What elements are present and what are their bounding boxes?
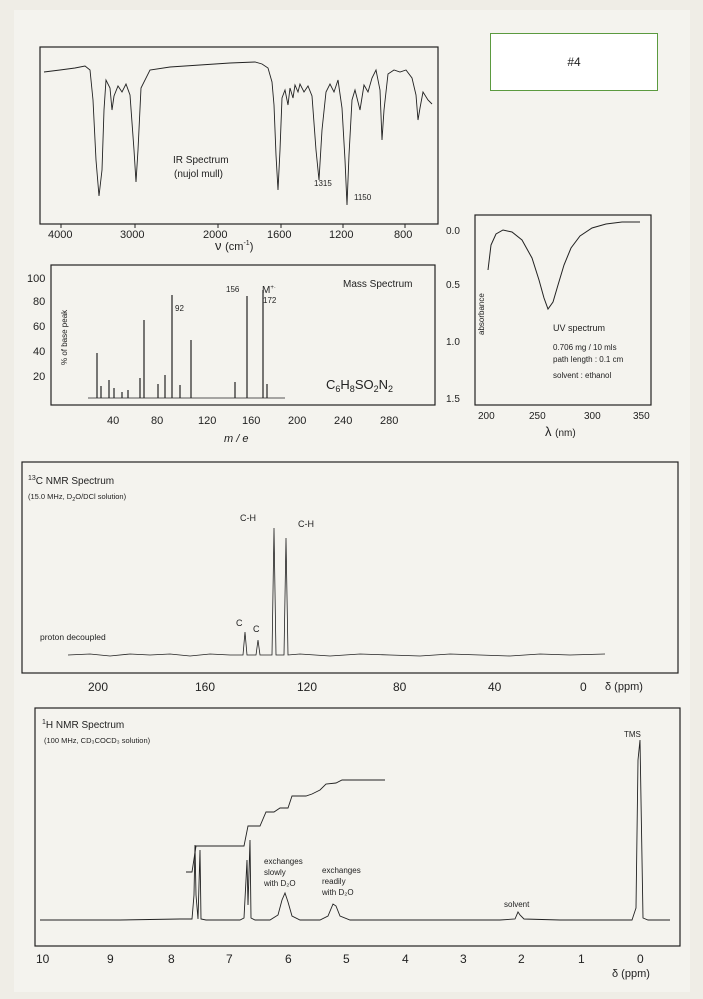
uv-ytick-10: 1.0 xyxy=(446,337,460,348)
h1-exchange-slow-2: slowly xyxy=(264,868,286,877)
mass-xtick-200: 200 xyxy=(288,415,307,427)
ir-tick-1200: 1200 xyxy=(329,229,354,241)
uv-note-concentration: 0.706 mg / 10 mls xyxy=(553,343,617,352)
mass-xaxis xyxy=(107,415,398,427)
h1-xtick-10: 10 xyxy=(36,952,50,966)
h1-xtick-1: 1 xyxy=(578,952,585,966)
c13-title: $^{13}$C NMR Spectrum xyxy=(28,475,115,487)
h1-nmr-panel xyxy=(35,708,680,980)
c13-peak-ch-2: C-H xyxy=(298,519,314,529)
mass-xtick-280: 280 xyxy=(380,415,399,427)
c13-xunit: δ (ppm) xyxy=(605,681,643,693)
h1-xtick-6: 6 xyxy=(285,952,292,966)
h1-xtick-2: 2 xyxy=(518,952,525,966)
h1-xtick-5: 5 xyxy=(343,952,350,966)
uv-xlabel: λ (nm) xyxy=(545,424,576,439)
ir-subtitle: (nujol mull) xyxy=(174,169,223,180)
c13-xaxis xyxy=(88,680,587,694)
mass-ytick-60: 60 xyxy=(33,321,46,333)
h1-exchange-fast-1: exchanges xyxy=(322,866,361,875)
mass-ytick-40: 40 xyxy=(33,346,46,358)
uv-notes xyxy=(553,323,624,380)
h1-xtick-8: 8 xyxy=(168,952,175,966)
ir-tick-2000: 2000 xyxy=(203,229,228,241)
ir-tick-800: 800 xyxy=(394,229,413,241)
ir-xlabel: ν ($cm^{-1}_)$ xyxy=(215,238,254,253)
ir-title: IR Spectrum xyxy=(173,155,229,166)
mass-ytick-20: 20 xyxy=(33,371,46,383)
uv-xaxis xyxy=(478,411,650,422)
h1-title: $^1$H NMR Spectrum xyxy=(42,719,125,731)
h1-xaxis xyxy=(36,952,644,966)
h1-subtitle: (100 MHz, CD₃COCD₃ solution) xyxy=(44,736,151,745)
c13-xtick-120: 120 xyxy=(297,680,318,694)
mass-peak-156: 156 xyxy=(226,285,240,294)
c13-xtick-160: 160 xyxy=(195,680,216,694)
mass-xlabel: m / e xyxy=(224,433,249,445)
mass-xtick-160: 160 xyxy=(242,415,261,427)
h1-xtick-4: 4 xyxy=(402,952,409,966)
c13-xtick-0: 0 xyxy=(580,680,587,694)
h1-xunit: δ (ppm) xyxy=(612,968,650,980)
uv-ytick-15: 1.5 xyxy=(446,394,460,405)
uv-xtick-200: 200 xyxy=(478,411,495,422)
c13-peak-ch-1: C-H xyxy=(240,513,256,523)
uv-xtick-300: 300 xyxy=(584,411,601,422)
c13-xtick-80: 80 xyxy=(393,680,407,694)
mass-molecular-ion-mass: 172 xyxy=(263,296,277,305)
ir-annotation-1150: 1150 xyxy=(354,193,372,202)
c13-trace xyxy=(68,528,605,656)
h1-xtick-3: 3 xyxy=(460,952,467,966)
uv-spectrum-panel xyxy=(446,215,651,439)
c13-subtitle: (15.0 MHz, $D_2O$/DCl solution) xyxy=(28,492,127,503)
mass-xtick-240: 240 xyxy=(334,415,353,427)
ir-tick-3000: 3000 xyxy=(120,229,145,241)
uv-xtick-250: 250 xyxy=(529,411,546,422)
h1-exchange-slow-3: with D₂O xyxy=(264,879,296,888)
mass-yaxis xyxy=(27,273,45,383)
uv-ytick-05: 0.5 xyxy=(446,280,460,291)
ir-trace xyxy=(44,62,432,205)
h1-xtick-7: 7 xyxy=(226,952,233,966)
mass-xtick-40: 40 xyxy=(107,415,120,427)
c13-peak-c-1: C xyxy=(236,618,243,628)
problem-label: #4 xyxy=(567,55,581,69)
mass-ytick-80: 80 xyxy=(33,296,46,308)
mass-formula: $C_6H_8SO_2N_2$ xyxy=(326,377,394,394)
uv-xtick-350: 350 xyxy=(633,411,650,422)
h1-trace xyxy=(40,740,670,920)
mass-ylabel: % of base peak xyxy=(60,309,69,365)
ir-annotation-1315: 1315 xyxy=(314,179,332,188)
ir-axis xyxy=(48,224,412,241)
mass-title: Mass Spectrum xyxy=(343,279,413,290)
h1-tms-label: TMS xyxy=(624,730,641,739)
h1-exchange-fast-3: with D₂O xyxy=(322,888,354,897)
ir-tick-4000: 4000 xyxy=(48,229,73,241)
ir-tick-1600: 1600 xyxy=(267,229,292,241)
uv-note-title: UV spectrum xyxy=(553,323,606,333)
uv-note-pathlength: path length : 0.1 cm xyxy=(553,355,624,364)
h1-exchange-fast-2: readily xyxy=(322,877,346,886)
h1-solvent-label: solvent xyxy=(504,900,530,909)
mass-xtick-80: 80 xyxy=(151,415,164,427)
mass-spectrum-panel xyxy=(27,265,435,445)
h1-exchange-slow-1: exchanges xyxy=(264,857,303,866)
h1-xtick-9: 9 xyxy=(107,952,114,966)
h1-xtick-0: 0 xyxy=(637,952,644,966)
mass-peak-92: 92 xyxy=(175,304,184,313)
ir-spectrum-panel xyxy=(40,47,438,253)
uv-ytick-0: 0.0 xyxy=(446,226,460,237)
uv-yaxis xyxy=(446,226,460,405)
c13-xtick-200: 200 xyxy=(88,680,109,694)
mass-ytick-100: 100 xyxy=(27,273,46,285)
uv-note-solvent: solvent : ethanol xyxy=(553,371,612,380)
uv-trace xyxy=(488,222,640,309)
mass-molecular-ion: M+· xyxy=(262,285,276,296)
mass-xtick-120: 120 xyxy=(198,415,217,427)
c13-nmr-panel xyxy=(22,462,678,694)
ir-frame xyxy=(40,47,438,224)
c13-decoupled-label: proton decoupled xyxy=(40,632,106,642)
uv-ylabel: absorbance xyxy=(477,293,486,335)
c13-xtick-40: 40 xyxy=(488,680,502,694)
c13-peak-c-2: C xyxy=(253,624,260,634)
